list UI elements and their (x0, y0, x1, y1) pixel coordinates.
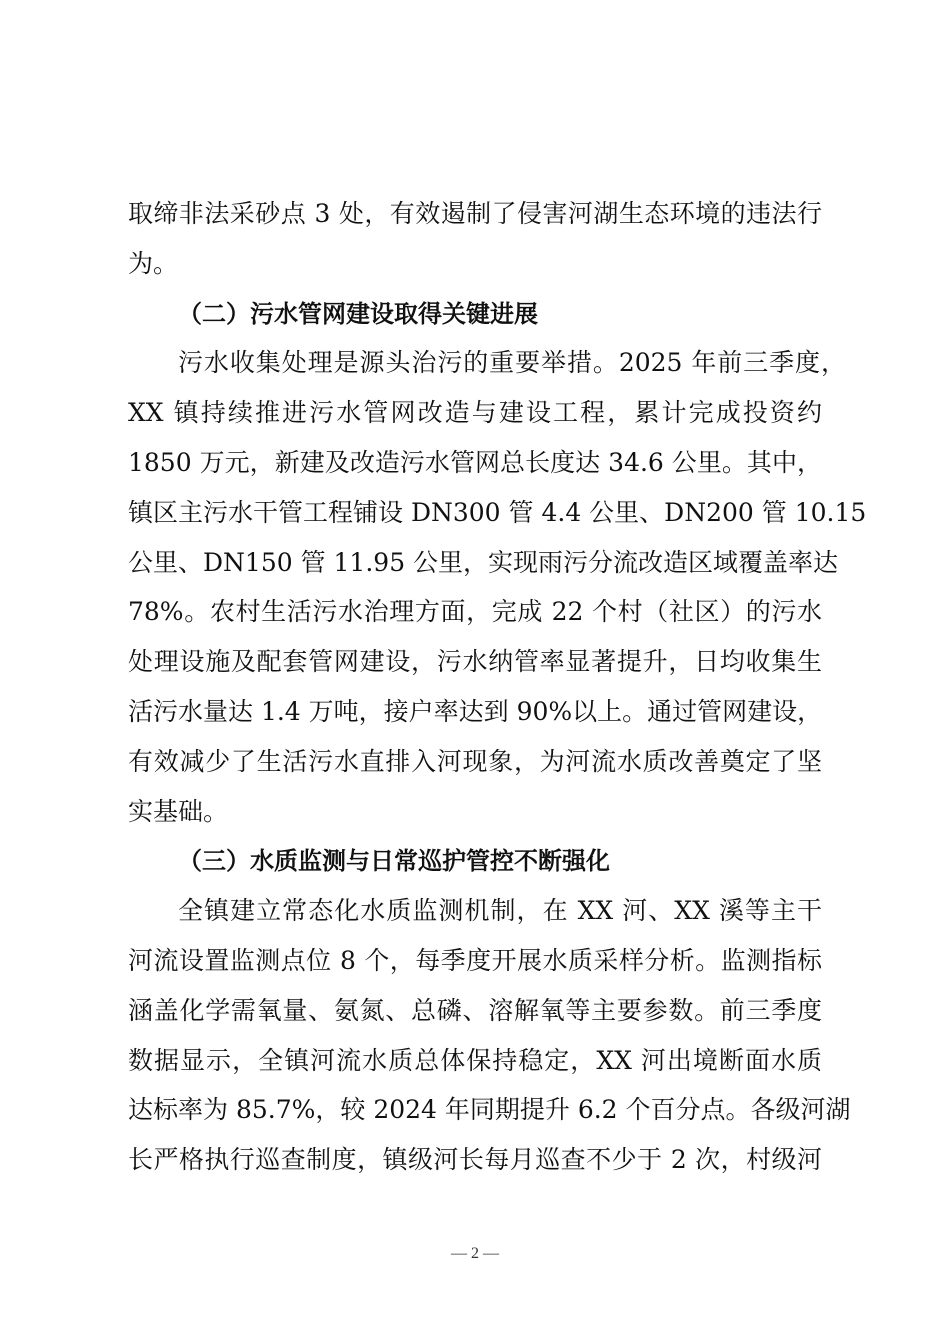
text-line: 活污水量达 1.4 万吨，接户率达到 90%以上。通过管网建设， (128, 697, 823, 726)
text-line: 污水收集处理是源头治污的重要举措。2025 年前三季度， (178, 348, 846, 378)
text-line: 公里、DN150 管 11.95 公里，实现雨污分流改造区域覆盖率达 (128, 547, 839, 577)
text-line: 实基础。 (128, 796, 229, 826)
text-line: 河流设置监测点位 8 个，每季度开展水质采样分析。监测指标 (128, 946, 822, 975)
section-heading: （二）污水管网建设取得关键进展 (178, 299, 538, 328)
text-line: 涵盖化学需氧量、氨氮、总磷、溶解氧等主要参数。前三季度 (128, 995, 822, 1025)
text-line: XX 镇持续推进污水管网改造与建设工程，累计完成投资约 (128, 398, 822, 428)
text-line: 长严格执行巡查制度，镇级河长每月巡查不少于 2 次，村级河 (128, 1145, 822, 1175)
text-line: 取缔非法采砂点 3 处，有效遏制了侵害河湖生态环境的违法行 (128, 199, 822, 228)
page-number: — 2 — (451, 1245, 499, 1262)
text-line: 全镇建立常态化水质监测机制，在 XX 河、XX 溪等主干 (178, 896, 822, 926)
text-line: 达标率为 85.7%，较 2024 年同期提升 6.2 个百分点。各级河湖 (128, 1095, 851, 1125)
text-line: 78%。农村生活污水治理方面，完成 22 个村（社区）的污水 (128, 597, 822, 627)
text-line: 有效减少了生活污水直排入河现象，为河流水质改善奠定了坚 (128, 746, 822, 776)
text-line: 数据显示，全镇河流水质总体保持稳定，XX 河出境断面水质 (128, 1045, 822, 1075)
section-heading: （三）水质监测与日常巡护管控不断强化 (178, 847, 610, 876)
text-line: 1850 万元，新建及改造污水管网总长度达 34.6 公里。其中， (128, 448, 822, 477)
text-line: 镇区主污水干管工程铺设 DN300 管 4.4 公里、DN200 管 10.15 (128, 497, 867, 527)
text-line: 处理设施及配套管网建设，污水纳管率显著提升，日均收集生 (128, 647, 822, 677)
text-line: 为。 (128, 248, 179, 278)
